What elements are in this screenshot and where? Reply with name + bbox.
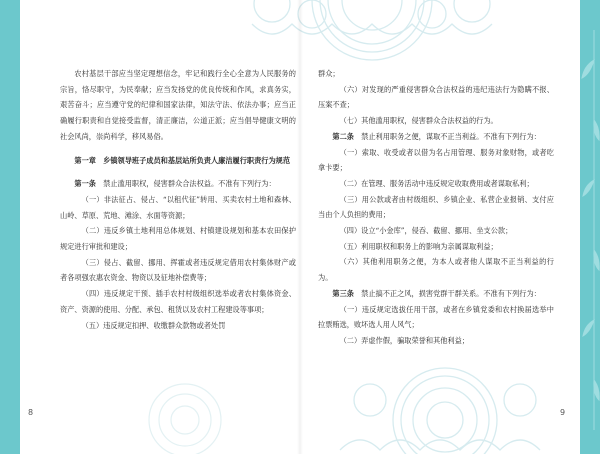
- article-3-label: 第三条: [332, 288, 354, 298]
- continuation-text: 群众；: [318, 69, 340, 78]
- lace-ornament-top: [242, 0, 502, 64]
- article-1-item: （一）非法征占、侵占、“以租代征”转用、买卖农村土地和森林、山岭、草原、荒地、滩涂、水面等资源；: [60, 194, 296, 220]
- article-1-item: （七）其他滥用职权，侵害群众合法权益的行为。: [339, 116, 498, 126]
- article-2-item: （三）用公款或者由村级组织、乡镇企业、私营企业报销、支付应当由个人负担的费用；: [318, 194, 554, 220]
- article-2-item: （五）利用职权和职务上的影响为亲属谋取利益；: [339, 241, 498, 251]
- chapter-heading: 第一章 乡镇领导班子成员和基层站所负责人廉洁履行职责行为规范: [74, 155, 291, 165]
- book-gutter: [297, 0, 303, 454]
- article-1-item: （三）侵占、截留、挪用、挥霍或者违反规定借用农村集体财产或者各项强农惠农资金、物资以及征地补偿费等；: [60, 257, 296, 283]
- article-2: [318, 129, 554, 145]
- lace-ornament-bottom: [330, 360, 560, 454]
- article-1-item: （六）对发现的严重侵害群众合法权益的违纪违法行为隐瞒不报、压案不查；: [318, 84, 554, 110]
- article-2-text: 禁止利用职务之便，谋取不正当利益。不准有下列行为：: [361, 131, 541, 141]
- article-3-text: 禁止搞不正之风，损害党群干群关系。不准有下列行为：: [361, 288, 541, 298]
- article-2-item: （四）设立“小金库”，侵吞、截留、挪用、坐支公款；: [339, 226, 513, 236]
- right-page: [318, 66, 554, 349]
- article-1-label: 第一条: [74, 179, 96, 189]
- article-2-item: （一）索取、收受或者以借为名占用管理、服务对象财物，或者吃拿卡要；: [318, 147, 554, 173]
- article-3: [318, 286, 554, 302]
- lace-ornament-side: [130, 370, 240, 454]
- article-2-item: （二）在管理、服务活动中违反规定收取费用或者谋取私利；: [339, 178, 534, 188]
- article-1-text: 禁止滥用职权，侵害群众合法权益。不准有下列行为：: [103, 179, 276, 189]
- left-page: [60, 66, 296, 333]
- article-1-item: （四）违反规定干预、插手农村村级组织选举或者农村集体资金、资产、资源的使用、分配、承包、租赁以及农村工程建设等事项；: [60, 289, 296, 314]
- article-3-item: （二）弄虚作假，骗取荣誉和其他利益；: [339, 335, 469, 345]
- left-color-band: [0, 0, 20, 454]
- article-3-item: （一）违反规定选拔任用干部，或者在乡镇党委和农村换届选举中拉票贿选，败坏选人用人风气；: [318, 304, 554, 330]
- article-1-item: （二）违反乡镇土地利用总体规划、村镇建设规划和基本农田保护规定进行审批和建设；: [60, 226, 296, 252]
- article-2-label: 第二条: [332, 131, 354, 141]
- page-number-left: 8: [28, 408, 34, 417]
- right-color-band: [580, 0, 600, 454]
- intro-paragraph: 农村基层干部应当坚定理想信念，牢记和践行全心全意为人民服务的宗旨，恪尽职守，为民奉献；应当发扬党的优良传统和作风，求真务实，艰苦奋斗；应当遵守党的纪律和国家法律，知法守法、依法办事；应当正确履行职责和自觉接受监督，清正廉洁，公道正派；应当倡导健康文明的社会风尚，崇尚科学，移风易俗。: [60, 69, 296, 141]
- bamboo-leaf-icon: [580, 0, 600, 454]
- article-1: [60, 176, 296, 192]
- article-1-item: （五）违反规定扣押、收缴群众款物或者处罚: [81, 320, 226, 330]
- article-2-item: （六）其他利用职务之便，为本人或者他人谋取不正当利益的行为。: [318, 257, 554, 283]
- page-number-right: 9: [560, 408, 566, 417]
